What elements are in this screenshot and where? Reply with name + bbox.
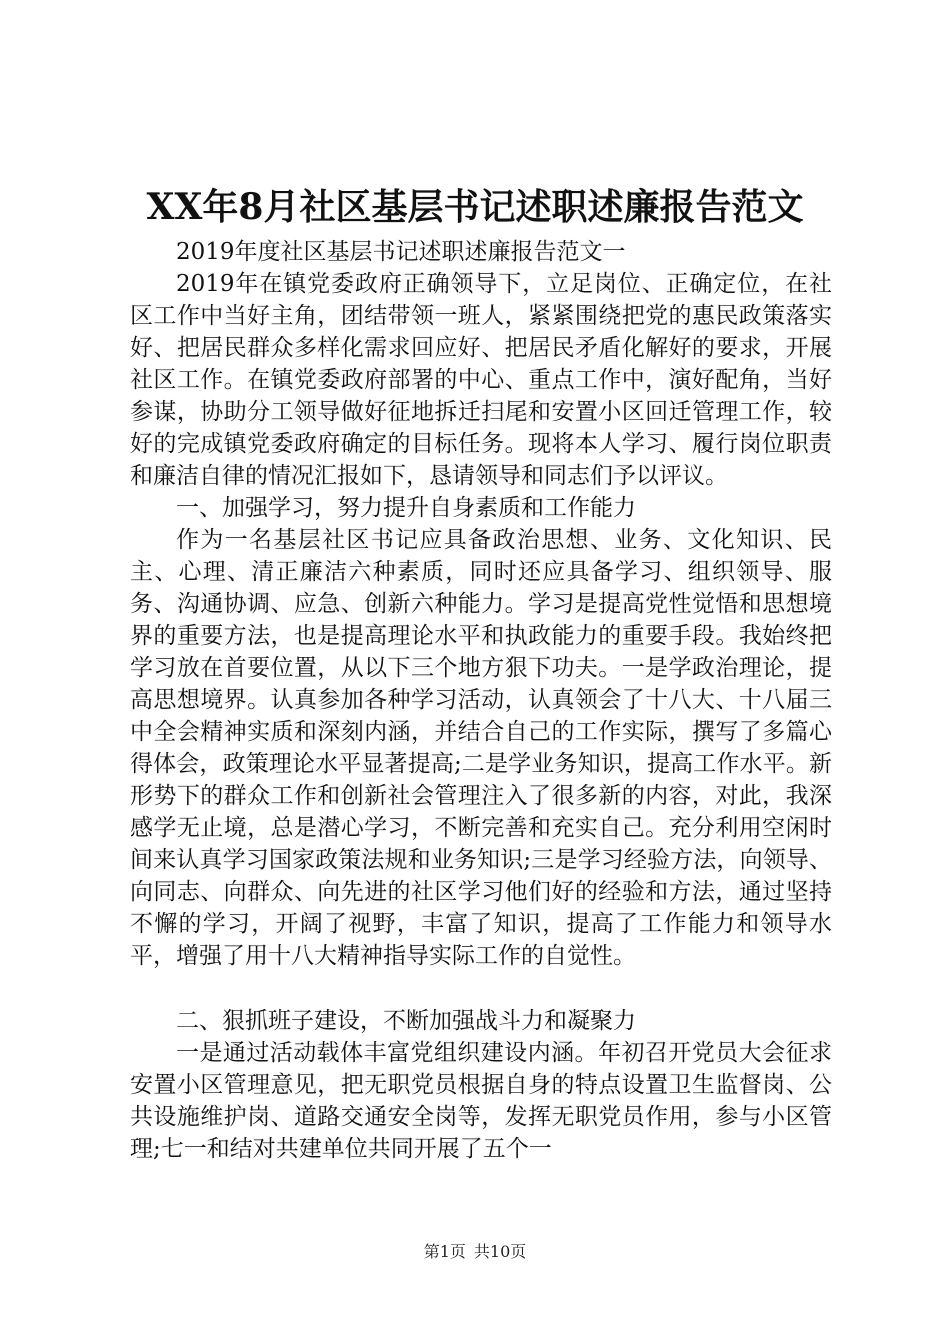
page-number: 第1页 [423,1242,466,1261]
section-heading-1: 一、加强学习，努力提升自身素质和工作能力 [176,495,636,521]
subtitle-paragraph: 2019年度社区基层书记述职述廉报告范文一 [176,239,626,265]
intro-paragraph: 2019年在镇党委政府正确领导下，立足岗位、正确定位，在社区工作中当好主角，团结带领一班人，紧紧围绕把党的惠民政策落实好、把居民群众多样化需求回应好、把居民矛盾化解好的要求，开展社区工作。在镇党委政府部署的中心、重点工作中，演好配角，当好参谋，协助分工领导做好征地拆迁扫尾和安置小区回迁管理工作，较好的完成镇党委政府确定的目标任务。现将本人学习、履行岗位职责和廉洁自律的情况汇报如下，恳请领导和同志们予以评议。 [130,271,832,489]
document-body [130,236,832,1165]
page-footer [0,1241,950,1263]
section-1-paragraph: 作为一名基层社区书记应具备政治思想、业务、文化知识、民主、心理、清正廉洁六种素质，同时还应具备学习、组织领导、服务、沟通协调、应急、创新六种能力。学习是提高党性觉悟和思想境界的重要方法，也是提高理论水平和执政能力的重要手段。我始终把学习放在首要位置，从以下三个地方狠下功夫。一是学政治理论，提高思想境界。认真参加各种学习活动，认真领会了十八大、十八届三中全会精神实质和深刻内涵，并结合自己的工作实际，撰写了多篇心得体会，政策理论水平显著提高;二是学业务知识，提高工作水平。新形势下的群众工作和创新社会管理注入了很多新的内容，对此，我深感学无止境，总是潜心学习，不断完善和充实自己。充分利用空闲时间来认真学习国家政策法规和业务知识;三是学习经验方法，向领导、向同志、向群众、向先进的社区学习他们好的经验和方法，通过坚持不懈的学习，开阔了视野，丰富了知识，提高了工作能力和领导水平，增强了用十八大精神指导实际工作的自觉性。 [130,527,832,969]
document-title: XX年8月社区基层书记述职述廉报告范文 [146,186,804,228]
section-heading-2: 二、狠抓班子建设，不断加强战斗力和凝聚力 [176,1008,636,1034]
section-2-paragraph: 一是通过活动载体丰富党组织建设内涵。年初召开党员大会征求安置小区管理意见，把无职党员根据自身的特点设置卫生监督岗、公共设施维护岗、道路交通安全岗等，发挥无职党员作用，参与小区管理;七一和结对共建单位共同开展了五个一 [130,1040,832,1162]
page-total: 共10页 [473,1242,527,1261]
